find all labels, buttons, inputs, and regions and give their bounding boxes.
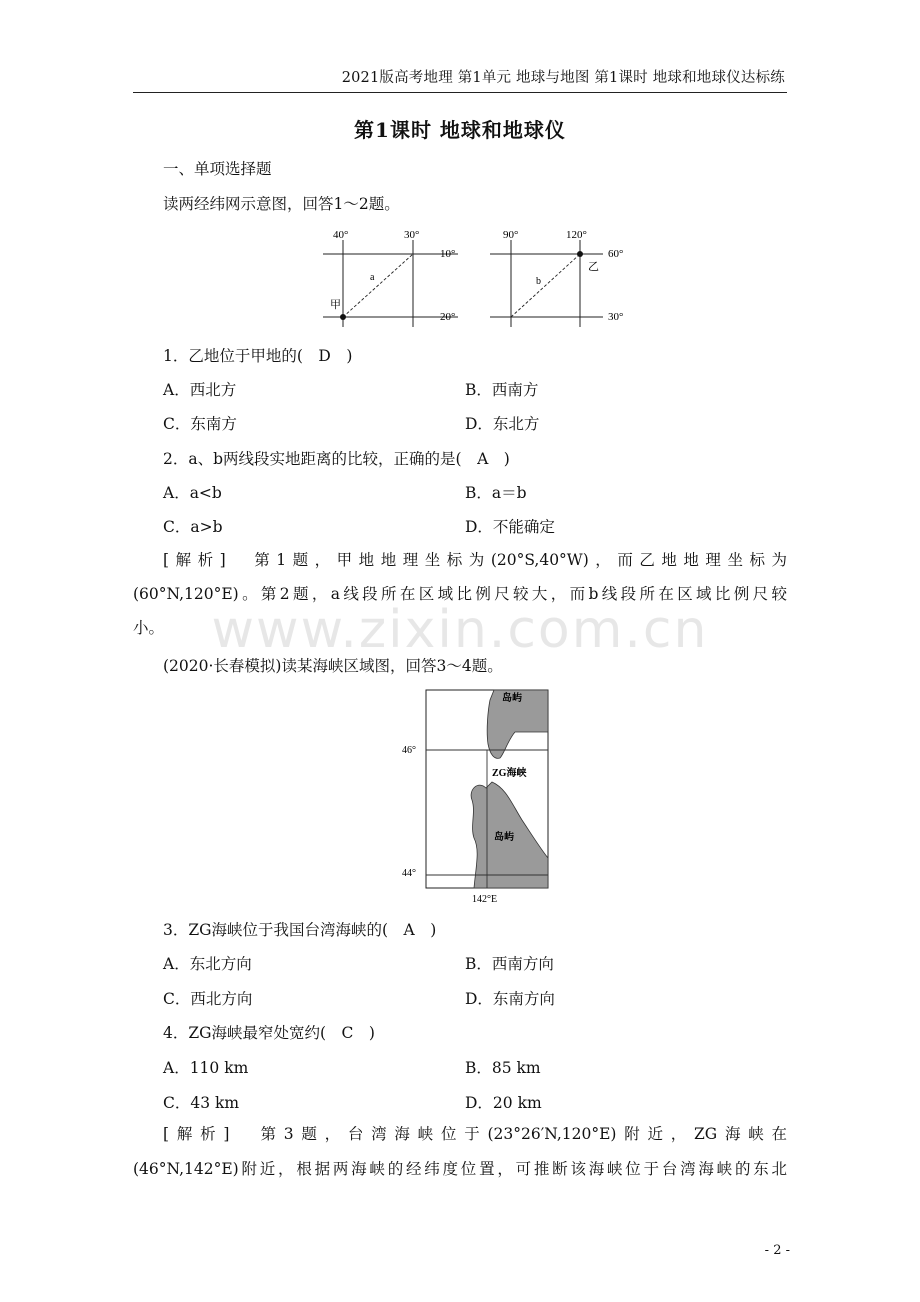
q2-option-b: B．a＝b xyxy=(465,484,527,502)
segment-a-label: a xyxy=(370,272,375,283)
q4-option-c: C．43 km xyxy=(163,1094,240,1112)
point-yi-label: 乙 xyxy=(588,261,599,273)
header-rule xyxy=(133,92,787,93)
point-jia xyxy=(340,314,346,320)
question-4-stem: 4．ZG海峡最窄处宽约( C ) xyxy=(163,1024,375,1042)
page-number: - 2 - xyxy=(764,1243,790,1258)
strait-label: ZG海峡 xyxy=(492,768,527,779)
analysis-1-line-3: 小。 xyxy=(133,619,165,637)
intro-q3-4: (2020·长春模拟)读某海峡区域图，回答3～4题。 xyxy=(163,657,503,675)
lon-label-90: 90° xyxy=(503,229,519,241)
intro-q1-2: 读两经纬网示意图，回答1～2题。 xyxy=(163,195,400,213)
q1-option-a: A．西北方 xyxy=(163,381,237,399)
q2-option-a: A．a<b xyxy=(163,484,222,502)
page-title: 第1课时 地球和地球仪 xyxy=(354,118,566,142)
q3-option-d: D．东南方向 xyxy=(465,990,555,1008)
q2-option-c: C．a>b xyxy=(163,518,223,536)
strait-map xyxy=(398,688,554,906)
lon-label-120: 120° xyxy=(566,229,587,241)
graticule-figure xyxy=(318,226,638,328)
analysis-2-line-2: (46°N,142°E)附近，根据两海峡的经纬度位置，可推断该海峡位于台湾海峡的东北 xyxy=(133,1160,787,1178)
segment-b-label: b xyxy=(536,276,541,287)
lat-label-44: 44° xyxy=(402,868,416,879)
q2-option-d: D．不能确定 xyxy=(465,518,555,536)
island-top-label: 岛屿 xyxy=(502,693,522,704)
point-jia-label: 甲 xyxy=(330,299,341,311)
section-heading: 一、单项选择题 xyxy=(163,160,272,178)
lon-label-142e: 142°E xyxy=(472,894,498,905)
lat-label-60: 60° xyxy=(608,248,624,260)
lon-label-40: 40° xyxy=(333,229,349,241)
q4-option-d: D．20 km xyxy=(465,1094,542,1112)
q1-option-c: C．东南方 xyxy=(163,415,237,433)
lon-label-30: 30° xyxy=(404,229,420,241)
watermark: www.zixin.com.cn xyxy=(211,600,709,660)
q1-option-b: B．西南方 xyxy=(465,381,539,399)
lat-label-10: 10° xyxy=(440,248,456,260)
question-1-stem: 1．乙地位于甲地的( D ) xyxy=(163,347,353,365)
q4-option-b: B．85 km xyxy=(465,1059,541,1077)
q3-option-b: B．西南方向 xyxy=(465,955,554,973)
lat-label-30: 30° xyxy=(608,311,624,323)
point-yi xyxy=(577,251,583,257)
lat-label-46: 46° xyxy=(402,745,416,756)
q1-option-d: D．东北方 xyxy=(465,415,540,433)
page-header: 2021版高考地理 第1单元 地球与地图 第1课时 地球和地球仪达标练 xyxy=(341,70,785,86)
question-2-stem: 2．a、b两线段实地距离的比较，正确的是( A ) xyxy=(163,450,510,468)
q4-option-a: A．110 km xyxy=(163,1059,249,1077)
q3-option-c: C．西北方向 xyxy=(163,990,253,1008)
analysis-1-line-2: (60°N,120°E)。第2题，a线段所在区域比例尺较大，而b线段所在区域比例尺较 xyxy=(133,585,787,603)
analysis-2-line-1: [解析] 第3题，台湾海峡位于(23°26′N,120°E)附近，ZG海峡在 xyxy=(163,1125,787,1143)
lat-label-20: 20° xyxy=(440,311,456,323)
analysis-1-line-1: [解析] 第1题，甲地地理坐标为(20°S,40°W)，而乙地地理坐标为 xyxy=(163,551,787,569)
graticule-right xyxy=(490,229,623,327)
q3-option-a: A．东北方向 xyxy=(163,955,252,973)
question-3-stem: 3．ZG海峡位于我国台湾海峡的( A ) xyxy=(163,921,437,939)
island-bottom-label: 岛屿 xyxy=(494,832,514,843)
graticule-left xyxy=(323,229,458,327)
